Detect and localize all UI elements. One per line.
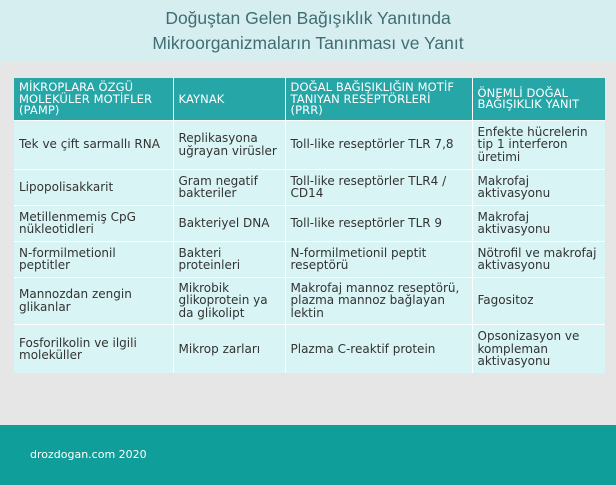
cell-pamp: Mannozdan zengin glikanlar [14,277,173,324]
cell-prr: Plazma C-reaktif protein [285,324,472,373]
column-header-source: KAYNAK [173,78,285,120]
cell-source: Bakteri proteinleri [173,241,285,277]
cell-source: Mikrobik glikoprotein ya da glikolipt [173,277,285,324]
table-body [14,120,605,373]
table-row [14,241,605,277]
cell-response: Opsonizasyon ve kompleman aktivasyonu [472,324,605,373]
cell-prr: Toll-like reseptörler TLR4 / CD14 [285,169,472,205]
column-header-response: ÖNEMLİ DOĞAL BAĞIŞIKLIK YANIT [472,78,605,120]
cell-pamp: Fosforilkolin ve ilgili moleküller [14,324,173,373]
cell-prr: Toll-like reseptörler TLR 7,8 [285,120,472,169]
table-row [14,324,605,373]
page-title-line-1: Doğuştan Gelen Bağışıklık Yanıtında [165,8,451,28]
cell-source: Bakteriyel DNA [173,205,285,241]
table-row [14,205,605,241]
cell-source: Gram negatif bakteriler [173,169,285,205]
cell-prr: N-formilmetionil peptit reseptörü [285,241,472,277]
pamp-table-container [14,78,605,373]
cell-source: Replikasyona uğrayan virüsler [173,120,285,169]
table-row [14,169,605,205]
cell-response: Makrofaj aktivasyonu [472,205,605,241]
page-title-line-2: Mikroorganizmaların Tanınması ve Yanıt [152,33,464,53]
cell-response: Makrofaj aktivasyonu [472,169,605,205]
cell-pamp: Metillenmemiş CpG nükleotidleri [14,205,173,241]
column-header-pamp: MİKROPLARA ÖZGÜ MOLEKÜLER MOTİFLER (PAMP) [14,78,173,120]
table-header [14,78,605,120]
footer-credit: drozdogan.com 2020 [30,448,147,461]
cell-prr: Makrofaj mannoz reseptörü, plazma mannoz bağlayan lektin [285,277,472,324]
cell-prr: Toll-like reseptörler TLR 9 [285,205,472,241]
page-footer [0,425,616,485]
pamp-table [14,78,605,373]
cell-response: Fagositoz [472,277,605,324]
cell-response: Nötrofil ve makrofaj aktivasyonu [472,241,605,277]
table-row [14,277,605,324]
cell-pamp: Lipopolisakkarit [14,169,173,205]
cell-pamp: N-formilmetionil peptitler [14,241,173,277]
cell-response: Enfekte hücrelerin tip 1 interferon üretimi [472,120,605,169]
header-row [14,78,605,120]
cell-pamp: Tek ve çift sarmallı RNA [14,120,173,169]
column-header-prr: DOĞAL BAĞIŞIKLIĞIN MOTİF TANIYAN RESEPTÖRLERİ (PRR) [285,78,472,120]
table-row [14,120,605,169]
cell-source: Mikrop zarları [173,324,285,373]
page-header [0,0,616,62]
